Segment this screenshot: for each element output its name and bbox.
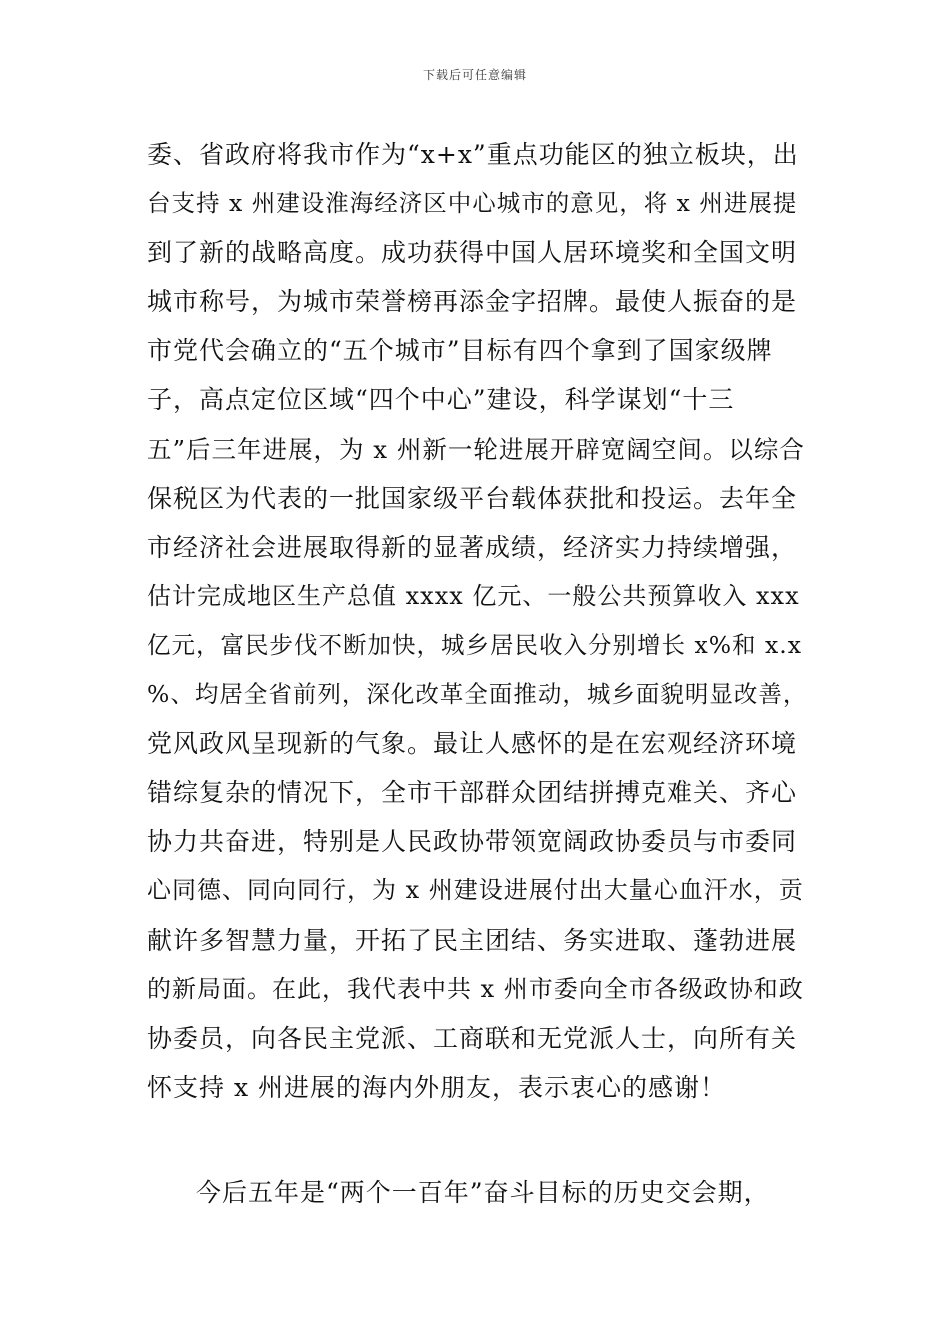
paragraph-1 xyxy=(147,130,807,1112)
text-line: 估计完成地区生产总值 xxxx 亿元、一般公共预算收入 xxx xyxy=(147,581,800,610)
text-line: 亿元，富民步伐不断加快，城乡居民收入分别增长 x%和 x.x xyxy=(147,630,802,659)
text-line: 的新局面。在此，我代表中共 x 州市委向全市各级政协和政 xyxy=(147,974,804,1003)
text-line: 到了新的战略高度。成功获得中国人居环境奖和全国文明 xyxy=(147,238,798,268)
text-line: 五”后三年进展，为 x 州新一轮进展开辟宽阔空间。以综合 xyxy=(147,434,805,464)
text-line: 错综复杂的情况下，全市干部群众团结拼搏克难关、齐心 xyxy=(147,778,798,808)
text-line: 委、省政府将我市作为“x+x”重点功能区的独立板块，出 xyxy=(147,140,799,169)
text-line: 市经济社会进展取得新的显著成绩，经济实力持续增强， xyxy=(147,532,798,562)
text-line: 城市称号，为城市荣誉榜再添金字招牌。最使人振奋的是 xyxy=(147,287,798,317)
text-line: 子，高点定位区域“四个中心”建设，科学谋划“十三 xyxy=(147,385,735,415)
text-line: 心同德、同向同行，为 x 州建设进展付出大量心血汗水，贡 xyxy=(147,876,804,905)
text-line: 协委员，向各民主党派、工商联和无党派人士，向所有关 xyxy=(147,1023,798,1053)
text-line: 保税区为代表的一批国家级平台载体获批和投运。去年全 xyxy=(147,483,798,513)
text-line: 献许多智慧力量，开拓了民主团结、务实进取、蓬勃进展 xyxy=(147,925,798,955)
text-line: %、均居全省前列，深化改革全面推动，城乡面貌明显改善， xyxy=(147,680,808,709)
text-line: 怀支持 x 州进展的海内外朋友，表示衷心的感谢！ xyxy=(147,1072,726,1102)
text-line: 今后五年是“两个一百年”奋斗目标的历史交会期， xyxy=(196,1178,770,1207)
paragraph-2 xyxy=(147,1168,807,1217)
text-line: 台支持 x 州建设淮海经济区中心城市的意见，将 x 州进展提 xyxy=(147,189,798,218)
text-line: 协力共奋进，特别是人民政协带领宽阔政协委员与市委同 xyxy=(147,827,798,857)
page-header: 下载后可任意编辑 xyxy=(422,68,527,82)
text-line: 党风政风呈现新的气象。最让人感怀的是在宏观经济环境 xyxy=(147,729,798,759)
text-line: 市党代会确立的“五个城市”目标有四个拿到了国家级牌 xyxy=(147,336,773,366)
